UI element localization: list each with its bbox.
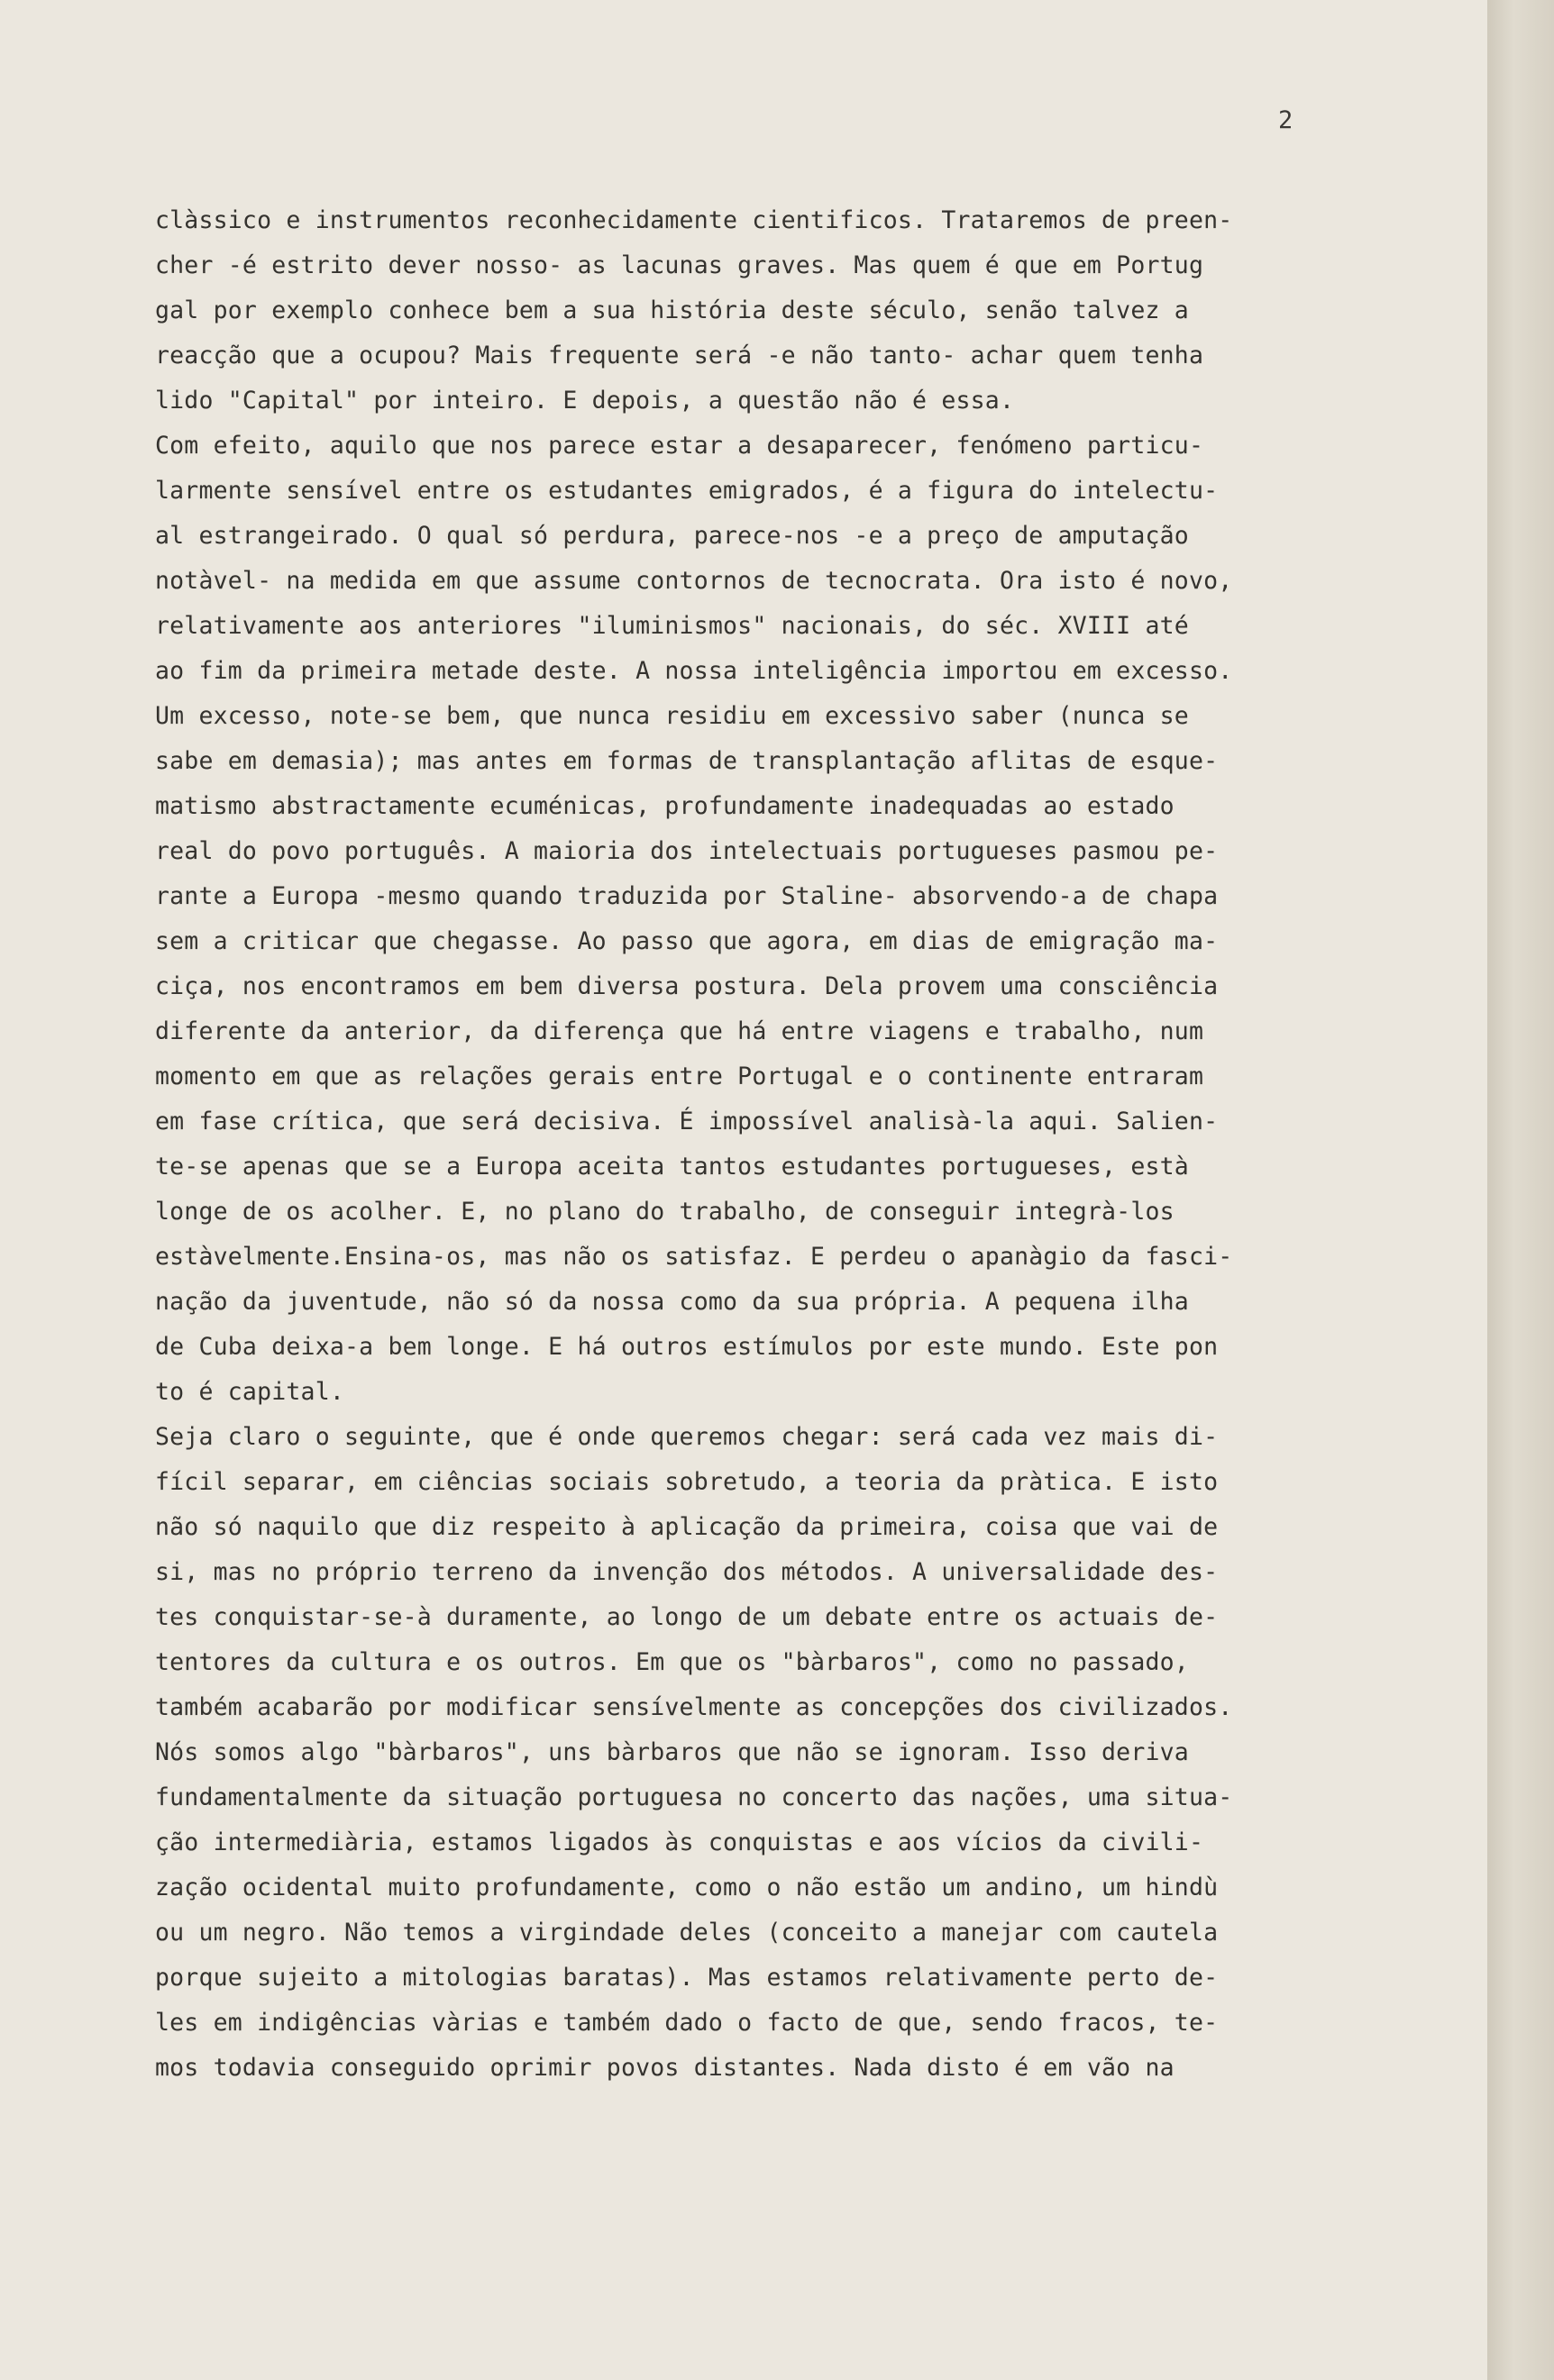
text-line: estàvelmente.Ensina-os, mas não os satisfaz. E perdeu o apanàgio da fasci- [155,1243,1233,1271]
text-line: Com efeito, aquilo que nos parece estar a desaparecer, fenómeno particu- [155,432,1204,460]
text-line: longe de os acolher. E, no plano do trabalho, de conseguir integrà-los [155,1198,1175,1226]
underlying-page-edge [1487,0,1554,2380]
text-line: também acabarão por modificar sensívelmente as concepções dos civilizados. [155,1693,1233,1721]
text-line: fundamentalmente da situação portuguesa no concerto das nações, uma situa- [155,1783,1233,1811]
page-number: 2 [1278,106,1293,134]
text-line: notàvel- na medida em que assume contornos de tecnocrata. Ora isto é novo, [155,567,1233,595]
text-line: clàssico e instrumentos reconhecidamente cientificos. Trataremos de preen- [155,206,1233,234]
text-line: larmente sensível entre os estudantes emigrados, é a figura do intelectu- [155,477,1219,505]
text-line: sem a criticar que chegasse. Ao passo que agora, em dias de emigração ma- [155,927,1219,955]
text-line: Seja claro o seguinte, que é onde queremos chegar: será cada vez mais di- [155,1423,1219,1451]
text-line: Nós somos algo "bàrbaros", uns bàrbaros que não se ignoram. Isso deriva [155,1738,1189,1766]
text-line: ciça, nos encontramos em bem diversa postura. Dela provem uma consciência [155,972,1219,1000]
text-line: al estrangeirado. O qual só perdura, parece-nos -e a preço de amputação [155,522,1189,550]
text-line: momento em que as relações gerais entre Portugal e o continente entraram [155,1062,1204,1090]
text-line: matismo abstractamente ecuménicas, profundamente inadequadas ao estado [155,792,1175,820]
text-line: lido "Capital" por inteiro. E depois, a questão não é essa. [155,387,1015,415]
text-line: rante a Europa -mesmo quando traduzida por Staline- absorvendo-a de chapa [155,882,1219,910]
text-line: fícil separar, em ciências sociais sobretudo, a teoria da pràtica. E isto [155,1468,1219,1496]
text-line: ou um negro. Não temos a virgindade deles (conceito a manejar com cautela [155,1919,1219,1947]
text-line: zação ocidental muito profundamente, como o não estão um andino, um hindù [155,1874,1219,1901]
text-line: tes conquistar-se-à duramente, ao longo de um debate entre os actuais de- [155,1603,1219,1631]
text-line: tentores da cultura e os outros. Em que os "bàrbaros", como no passado, [155,1648,1189,1676]
text-line: nação da juventude, não só da nossa como da sua própria. A pequena ilha [155,1288,1189,1316]
text-line: to é capital. [155,1378,345,1406]
text-line: si, mas no próprio terreno da invenção dos métodos. A universalidade des- [155,1558,1219,1586]
text-line: sabe em demasia); mas antes em formas de transplantação aflitas de esque- [155,747,1219,775]
text-line: ção intermediària, estamos ligados às conquistas e aos vícios da civili- [155,1828,1204,1856]
body-text [155,198,1363,2091]
text-line: relativamente aos anteriores "iluminismos" nacionais, do séc. XVIII até [155,612,1189,640]
text-line: les em indigências vàrias e também dado o facto de que, sendo fracos, te- [155,2009,1219,2037]
text-line: te-se apenas que se a Europa aceita tantos estudantes portugueses, està [155,1153,1189,1181]
text-line: gal por exemplo conhece bem a sua história deste século, senão talvez a [155,296,1189,324]
text-line: cher -é estrito dever nosso- as lacunas graves. Mas quem é que em Portug [155,251,1204,279]
text-line: de Cuba deixa-a bem longe. E há outros estímulos por este mundo. Este pon [155,1333,1219,1361]
text-line: mos todavia conseguido oprimir povos distantes. Nada disto é em vão na [155,2054,1175,2082]
text-line: ao fim da primeira metade deste. A nossa inteligência importou em excesso. [155,657,1233,685]
text-line: não só naquilo que diz respeito à aplicação da primeira, coisa que vai de [155,1513,1219,1541]
text-line: reacção que a ocupou? Mais frequente será -e não tanto- achar quem tenha [155,342,1204,369]
text-line: em fase crítica, que será decisiva. É impossível analisà-la aqui. Salien- [155,1108,1219,1135]
text-line: diferente da anterior, da diferença que há entre viagens e trabalho, num [155,1017,1204,1045]
text-line: real do povo português. A maioria dos intelectuais portugueses pasmou pe- [155,837,1219,865]
text-line: Um excesso, note-se bem, que nunca residiu em excessivo saber (nunca se [155,702,1189,730]
text-line: porque sujeito a mitologias baratas). Mas estamos relativamente perto de- [155,1964,1219,1992]
